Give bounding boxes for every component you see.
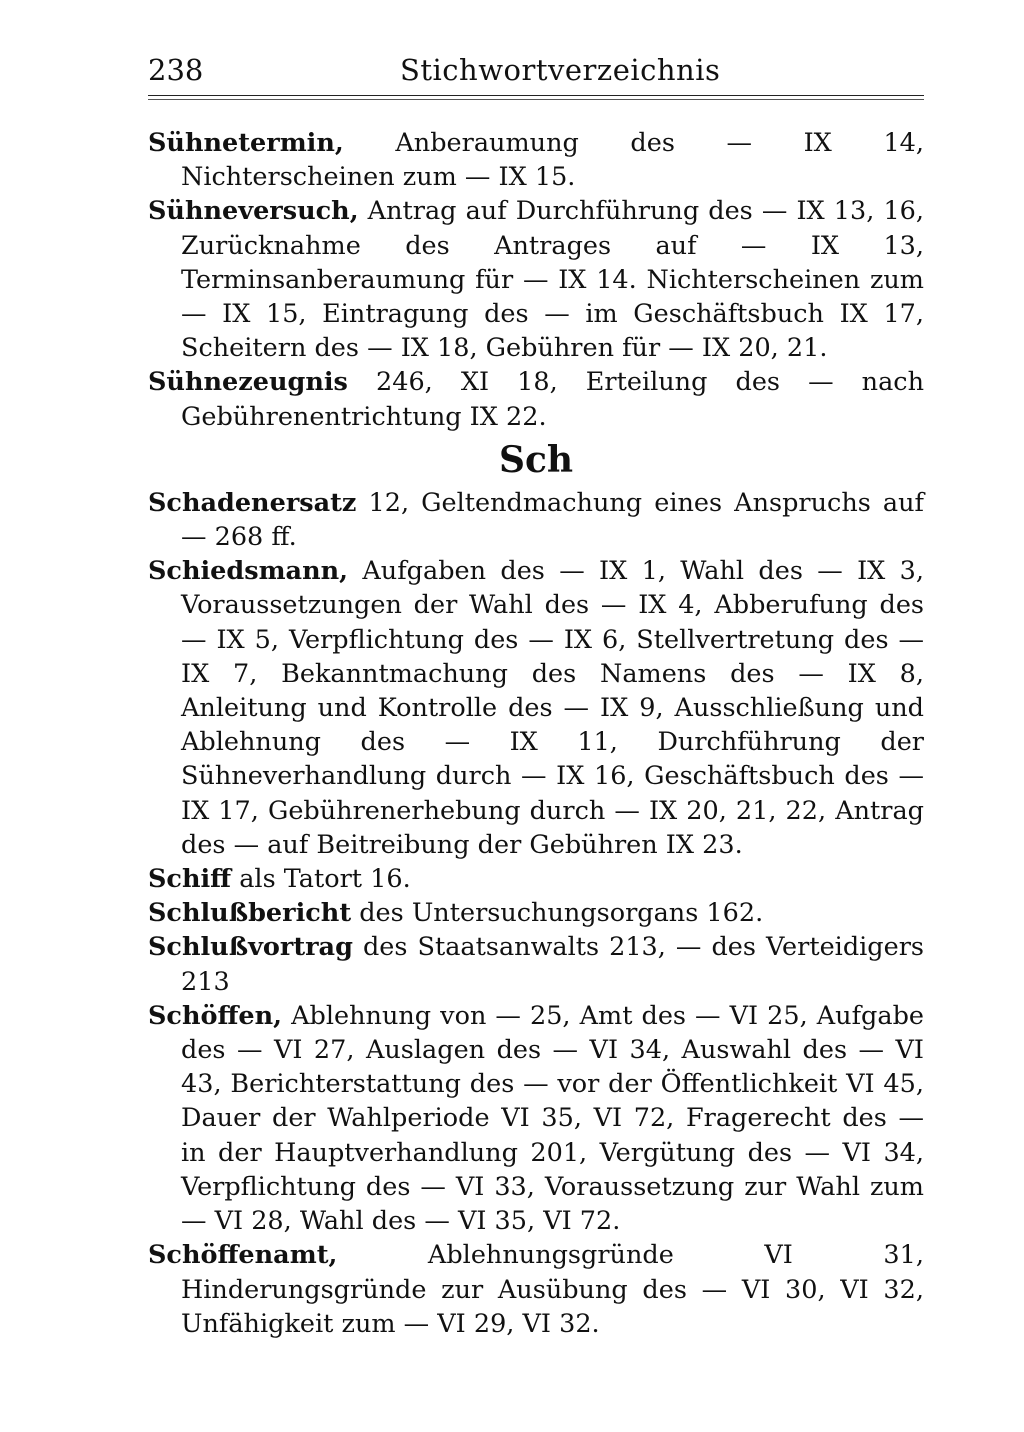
entry-text: Ablehnungsgründe VI 31, Hinderungsgründe zur Ausübung des — VI 30, VI 32, Unfähigkeit zum — VI 29, VI 32.	[181, 1240, 924, 1339]
entry-text: Aufgaben des — IX 1, Wahl des — IX 3, Voraussetzungen der Wahl des — IX 4, Abberufung des — IX 5, Verpflichtung des — IX 6, Stellvertretung des — IX 7, Bekanntmachung des Namens des — IX 8, Anleitung und Kontrolle des — IX 9, Ausschließung und Ablehnung des — IX 11, Durchführung der Sühneverhandlung durch — IX 16, Geschäftsbuch des — IX 17, Gebührenerhebung durch — IX 20, 21, 22, Antrag des — auf Beitreibung der Gebühren IX 23.	[181, 556, 924, 860]
entry-term: Sühnezeugnis	[148, 367, 348, 398]
header-rule-secondary	[148, 99, 924, 100]
index-entry	[148, 930, 924, 998]
entry-text: Antrag auf Durchführung des — IX 13, 16, Zurücknahme des Antrages auf — IX 13, Terminsanberaumung für — IX 14. Nichterscheinen zum — IX 15, Eintragung des — im Geschäftsbuch IX 17, Scheitern des — IX 18, Gebühren für — IX 20, 21.	[181, 196, 924, 364]
entry-term: Schöffen,	[148, 1000, 283, 1031]
entry-term: Schlußvortrag	[148, 932, 353, 963]
index-entry	[148, 126, 924, 194]
index-entry	[148, 554, 924, 862]
entry-term: Schiedsmann,	[148, 556, 349, 587]
entry-term: Schiff	[148, 864, 232, 895]
page-header	[148, 50, 924, 90]
entry-term: Schadenersatz	[148, 487, 357, 518]
index-entry	[148, 862, 924, 896]
entry-term: Schöffenamt,	[148, 1240, 338, 1271]
index-entry	[148, 486, 924, 554]
entry-text: Ablehnung von — 25, Amt des — VI 25, Aufgabe des — VI 27, Auslagen des — VI 34, Auswahl des — VI 43, Berichterstattung des — vor der Öffentlichkeit VI 45, Dauer der Wahlperiode VI 35, VI 72, Fragerecht des — in der Hauptverhandlung 201, Vergütung des — VI 34, Verpflichtung des — VI 33, Voraussetzung zur Wahl zum — VI 28, Wahl des — VI 35, VI 72.	[181, 1000, 924, 1237]
index-entry	[148, 896, 924, 930]
section-heading: Sch	[498, 438, 574, 481]
index-entry	[148, 194, 924, 365]
entry-term: Sühnetermin,	[148, 128, 344, 158]
entry-text: als Tatort 16.	[231, 864, 411, 895]
page-number: 238	[148, 53, 204, 87]
running-title: Stichwortverzeichnis	[400, 53, 721, 87]
entry-text: 246, XI 18, Erteilung des — nach Gebührenentrichtung IX 22.	[181, 367, 924, 432]
index-entry	[148, 365, 924, 433]
index-entries	[148, 126, 924, 1341]
entry-text: des Staatsanwalts 213, — des Verteidigers 213	[181, 932, 924, 997]
header-rule	[148, 95, 924, 96]
entry-text: 12, Geltendmachung eines Anspruchs auf — 268 ff.	[181, 487, 924, 553]
entry-term: Sühneversuch,	[148, 196, 359, 227]
index-entry	[148, 1238, 924, 1341]
entry-text: Anberaumung des — IX 14, Nichterscheinen zum — IX 15.	[181, 128, 924, 193]
index-entry	[148, 999, 924, 1238]
entry-term: Schlußbericht	[148, 898, 352, 929]
entry-text: des Untersuchungsorgans 162.	[351, 898, 764, 929]
